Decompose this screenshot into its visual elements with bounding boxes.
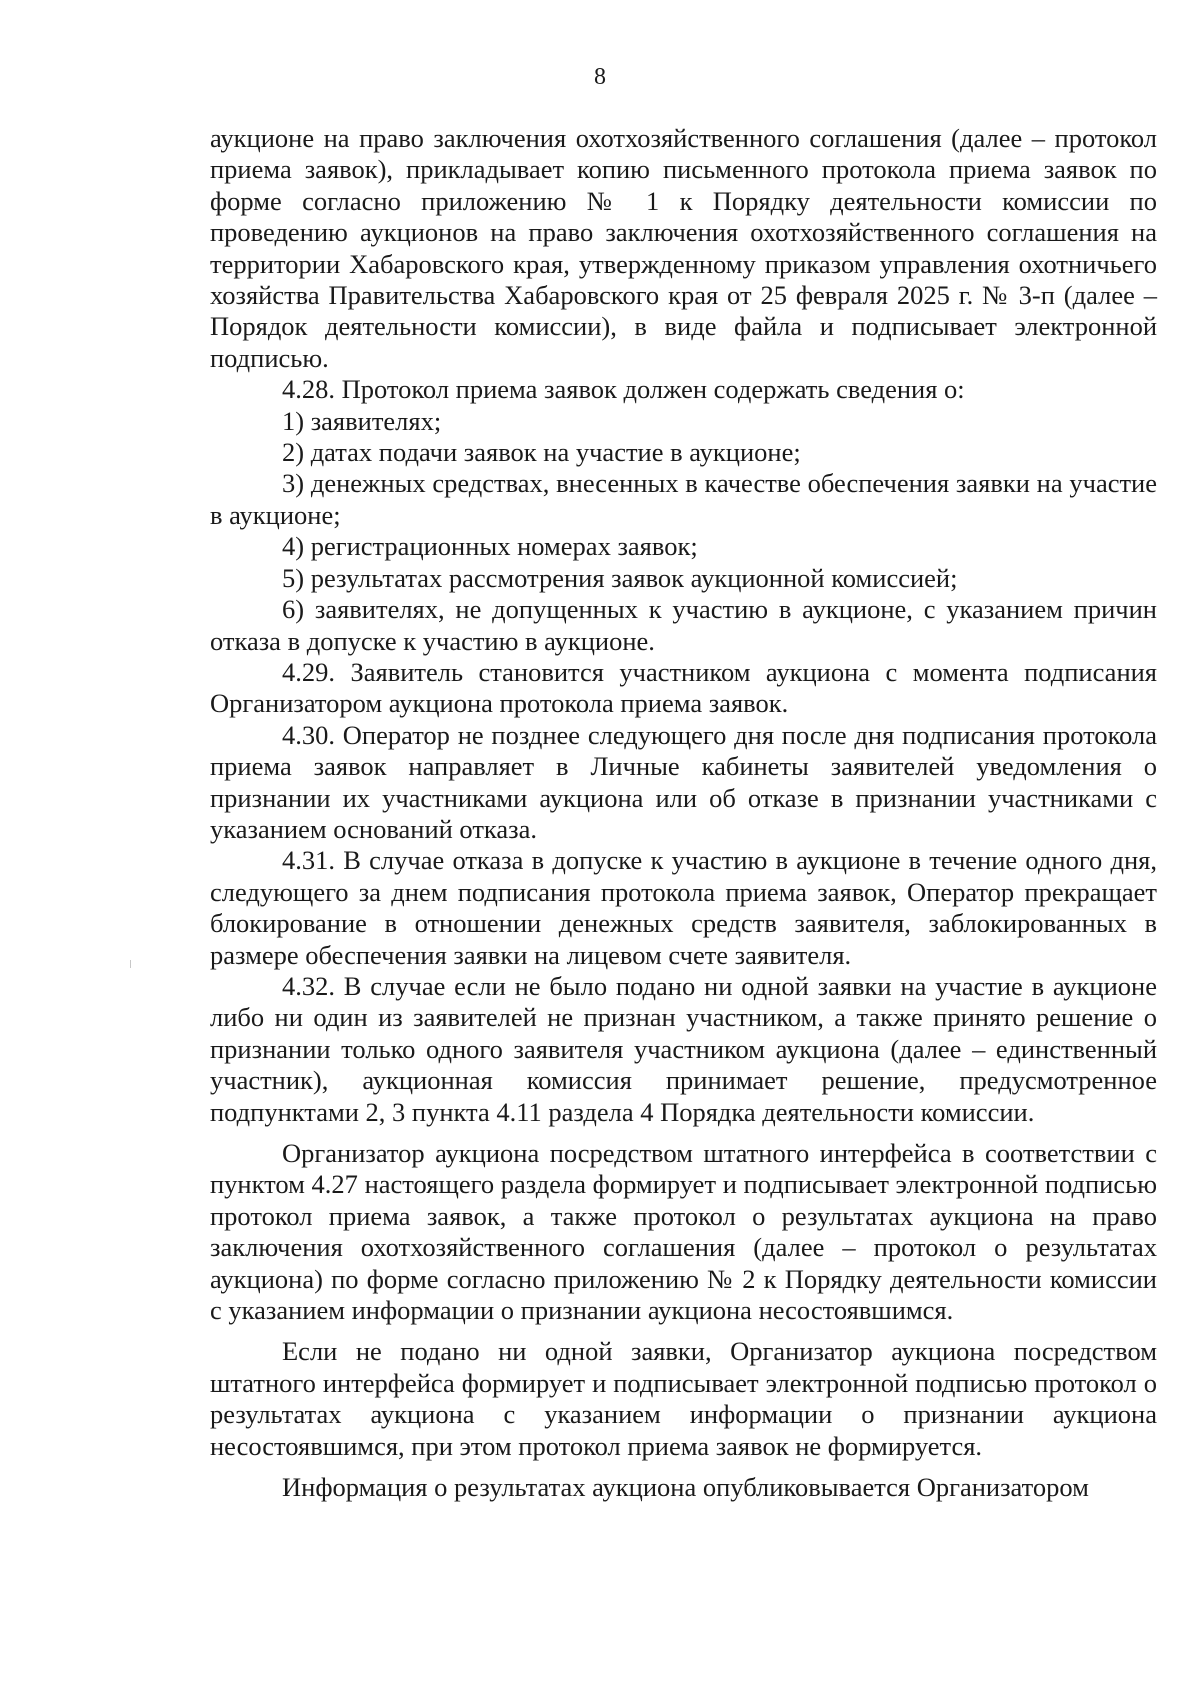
paragraph-organizer-protocol: Организатор аукциона посредством штатного интерфейса в соответствии с пунктом 4.27 настоящего раздела формирует и подписывает электронной подписью протокол приема заявок, а также протокол о результатах аукциона на право заключения охотхозяйственного соглашения (далее – протокол о результатах аукциона) по форме согласно приложению № 2 к Порядку деятельности комиссии с указанием информации о признании аукциона несостоявшимся.: [210, 1138, 1157, 1326]
paragraph-clause-4-28: 4.28. Протокол приема заявок должен содержать сведения о:: [282, 374, 965, 405]
list-item-3: 3) денежных средствах, внесенных в качестве обеспечения заявки на участие в аукционе;: [210, 468, 1157, 530]
paragraph-clause-4-30: 4.30. Оператор не позднее следующего дня после дня подписания протокола приема заявок направляет в Личные кабинеты заявителей уведомления о признании их участниками аукциона или об отказе в признании участниками с указанием оснований отказа.: [210, 719, 1157, 844]
list-item-1: 1) заявителях;: [282, 405, 442, 436]
paragraph-clause-4-31: 4.31. В случае отказа в допуске к участию в аукционе в течение одного дня, следующего за днем подписания протокола приема заявок, Оператор прекращает блокирование в отношении денежных средств заявителя, заблокированных в размере обеспечения заявки на лицевом счете заявителя.: [210, 845, 1157, 970]
paragraph-results-publication: Информация о результатах аукциона опубликовывается Организатором: [282, 1472, 1089, 1503]
document-body: [210, 123, 1157, 1503]
list-item-2: 2) датах подачи заявок на участие в аукционе;: [282, 437, 801, 468]
list-item-6: 6) заявителях, не допущенных к участию в аукционе, с указанием причин отказа в допуске к участию в аукционе.: [210, 594, 1157, 656]
paragraph-continuation: аукционе на право заключения охотхозяйственного соглашения (далее – протокол приема заявок), прикладывает копию письменного протокола приема заявок по форме согласно приложению № 1 к Порядку деятельности комиссии по проведению аукционов на право заключения охотхозяйственного соглашения на территории Хабаровского края, утвержденному приказом управления охотничьего хозяйства Правительства Хабаровского края от 25 февраля 2025 г. № 3-п (далее – Порядок деятельности комиссии), в виде файла и подписывает электронной подписью.: [210, 123, 1157, 373]
scan-artifact-mark: [130, 960, 131, 968]
paragraph-clause-4-32: 4.32. В случае если не было подано ни одной заявки на участие в аукционе либо ни один из заявителей не признан участником, а также принято решение о признании только одного заявителя участником аукциона (далее – единственный участник), аукционная комиссия принимает решение, предусмотренное подпунктами 2, 3 пункта 4.11 раздела 4 Порядка деятельности комиссии.: [210, 970, 1157, 1127]
paragraph-no-applications: Если не подано ни одной заявки, Организатор аукциона посредством штатного интерфейса формирует и подписывает электронной подписью протокол о результатах аукциона с указанием информации о признании аукциона несостоявшимся, при этом протокол приема заявок не формируется.: [210, 1336, 1157, 1461]
list-item-5: 5) результатах рассмотрения заявок аукционной комиссией;: [282, 562, 958, 593]
list-item-4: 4) регистрационных номерах заявок;: [282, 531, 698, 562]
paragraph-clause-4-29: 4.29. Заявитель становится участником аукциона с момента подписания Организатором аукциона протокола приема заявок.: [210, 656, 1157, 719]
page-number: 8: [594, 64, 606, 90]
